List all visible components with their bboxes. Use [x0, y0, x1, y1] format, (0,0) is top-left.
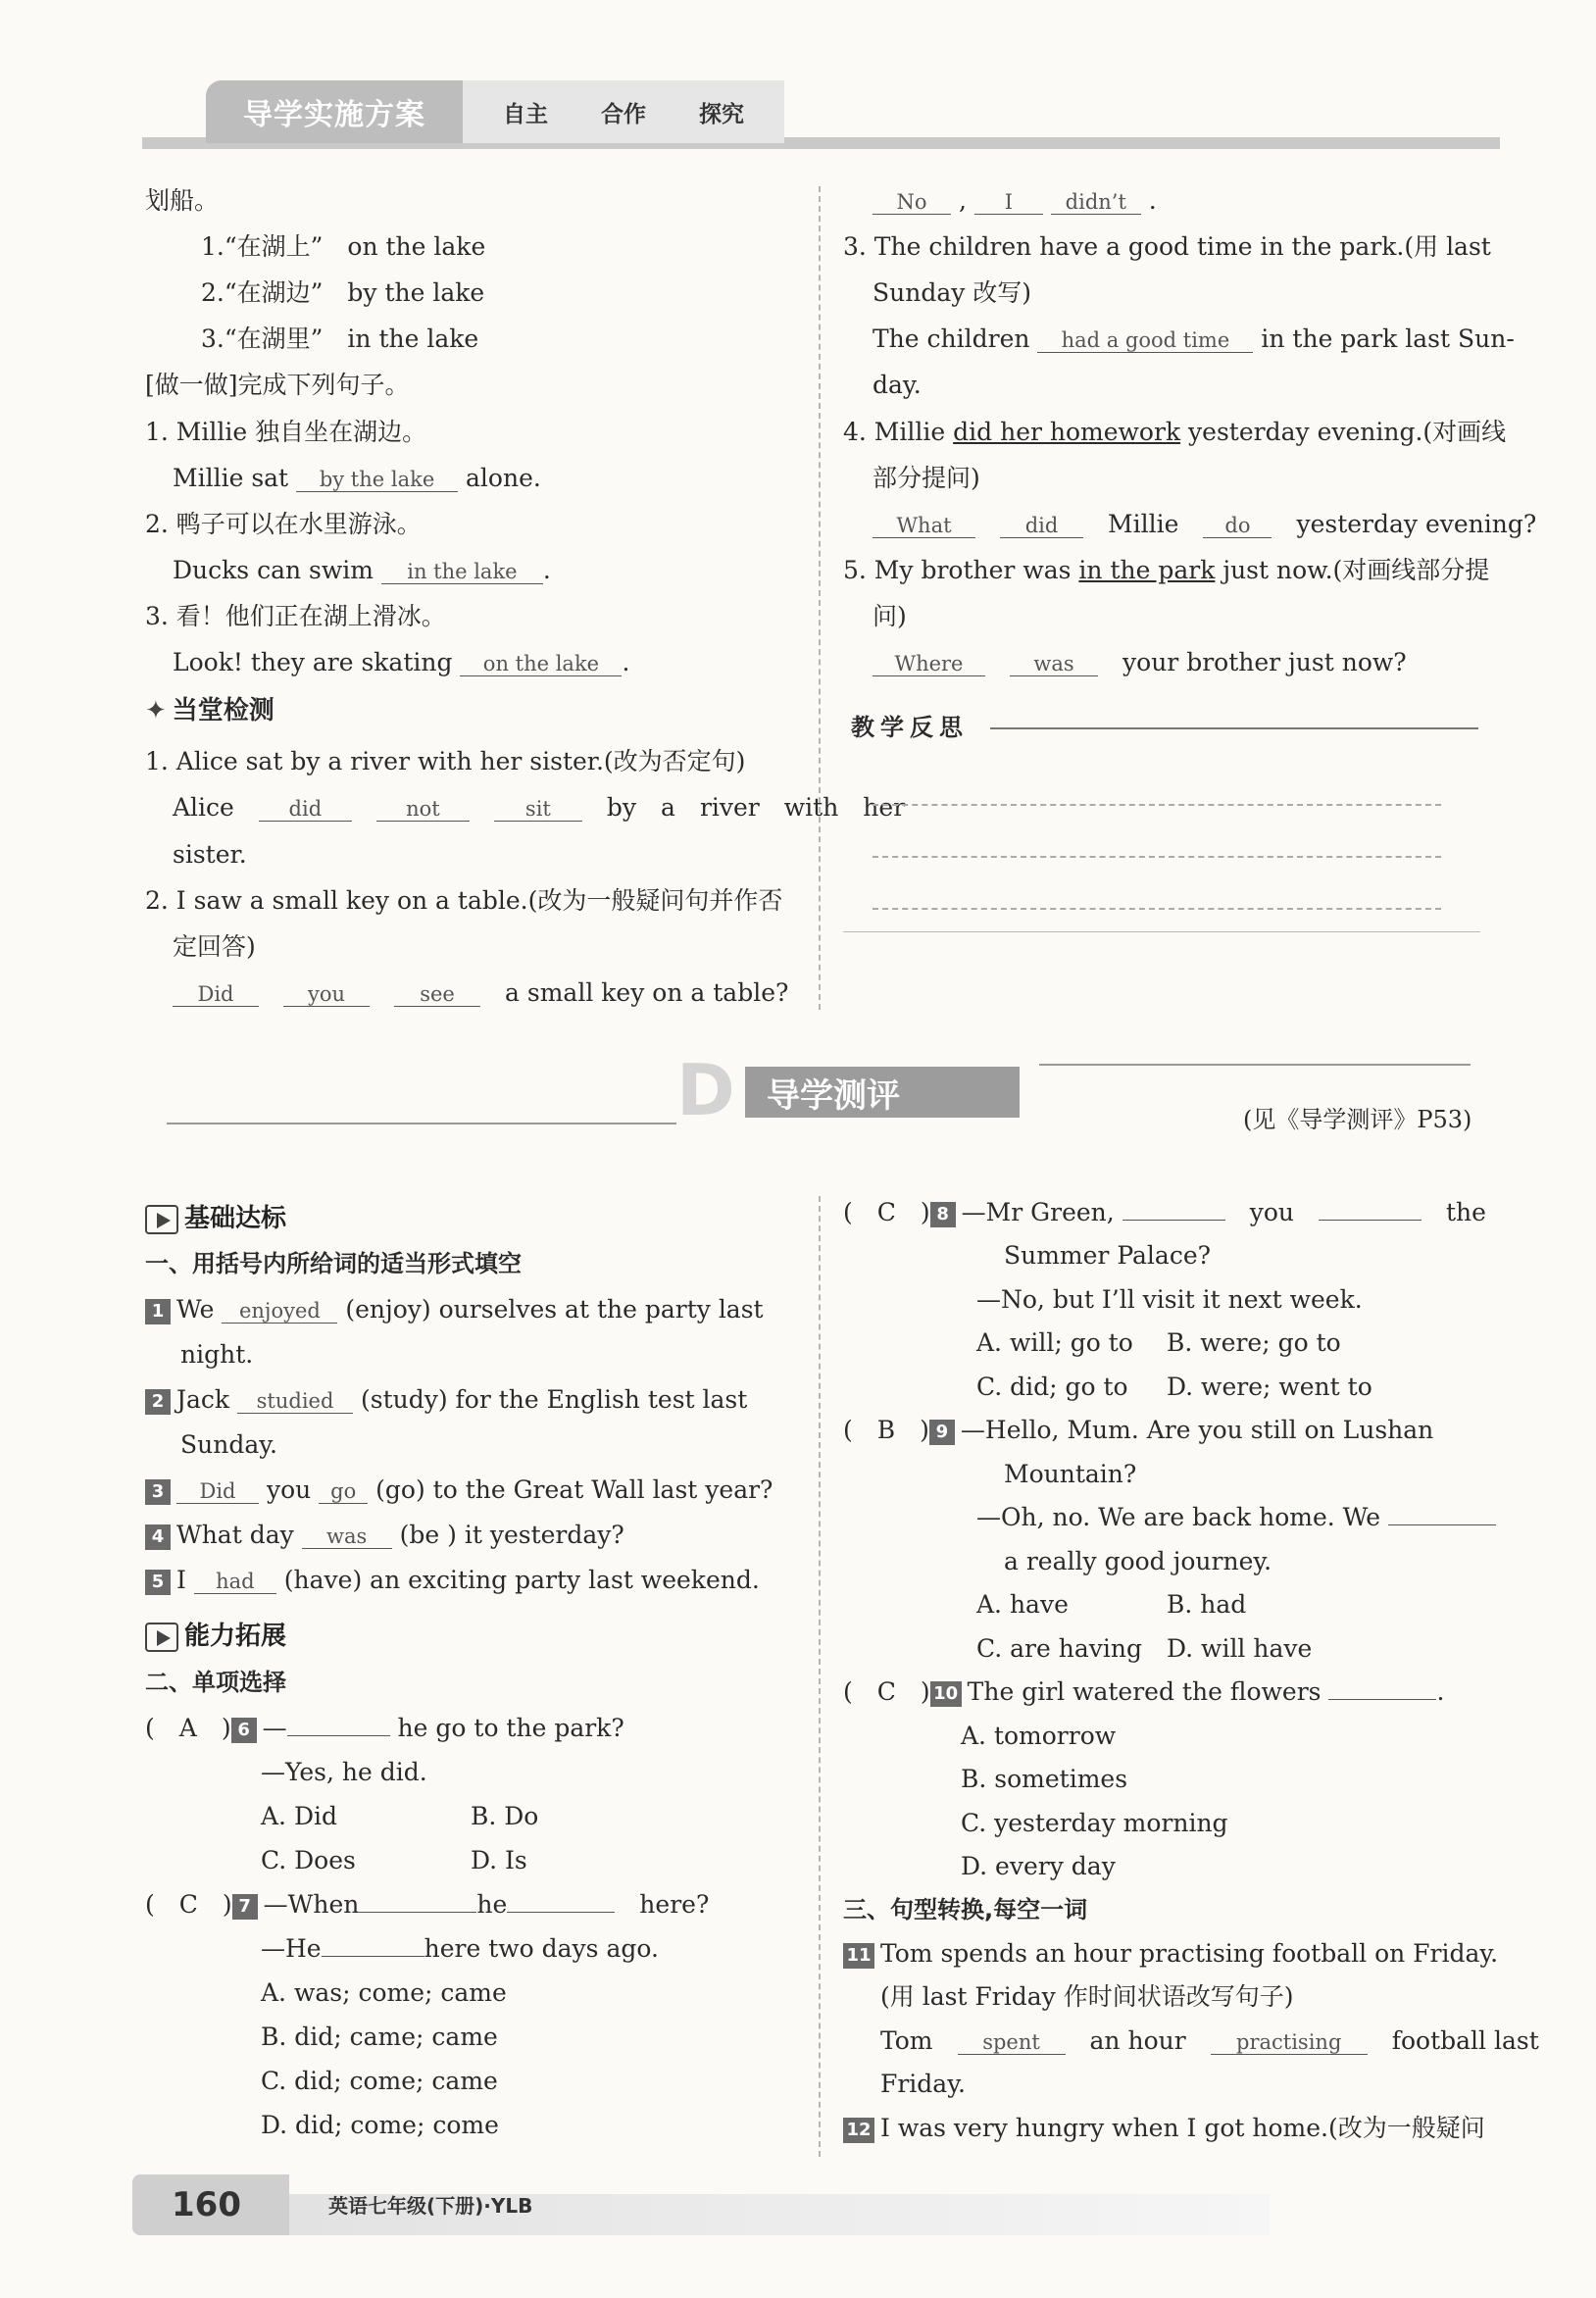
option: D. every day [961, 1852, 1116, 1880]
text: (study) for the English test last [360, 1385, 748, 1414]
blank [359, 1912, 476, 1913]
answer-blank: enjoyed [222, 1300, 337, 1324]
option: A. Did [261, 1802, 337, 1830]
answer-line [173, 556, 551, 585]
exercise-item [145, 1475, 773, 1505]
arrow-box-icon [145, 1623, 178, 1652]
option: C. are having [976, 1634, 1142, 1663]
mc-question: ( C ) 7 —When he here? [145, 1890, 710, 1919]
mc-question: ( C ) 10 The girl watered the flowers . [843, 1677, 1445, 1706]
text: Alice [173, 793, 234, 822]
mc-answer: C [876, 1677, 896, 1706]
mc-question: ( C ) 8 —Mr Green, you the [843, 1198, 1486, 1226]
reflection-rule [990, 727, 1478, 729]
text-line: 问) [873, 602, 907, 630]
section-banner [676, 1049, 1039, 1131]
exercise-item [145, 1521, 624, 1550]
answer-line [873, 648, 1407, 677]
item-number: 11 [843, 1943, 874, 1969]
answer-line [880, 2026, 1539, 2056]
text: —When [263, 1890, 360, 1919]
text: by a river with her [606, 793, 906, 822]
answer-blank: did [1000, 515, 1083, 538]
banner-rule-left [167, 1123, 676, 1124]
blank [1122, 1220, 1225, 1221]
text: Millie sat [173, 464, 289, 492]
answer-blank: sit [494, 798, 582, 822]
answer-line [173, 648, 629, 677]
option: C. did; go to [976, 1373, 1128, 1401]
text-line: Mountain? [1004, 1460, 1137, 1488]
book-title: 英语七年级(下册)·YLB [328, 2194, 533, 2218]
section-heading [145, 696, 274, 726]
exercise-item [145, 1566, 760, 1595]
answer-line [873, 325, 1515, 354]
text: . [1436, 1677, 1445, 1706]
text: a small key on a table? [505, 978, 789, 1007]
exercise-item [145, 1385, 747, 1415]
reflection-title: 教学反思 [851, 714, 969, 741]
answer-line [873, 510, 1536, 539]
option: B. did; came; came [261, 2023, 498, 2051]
text: he [476, 1890, 508, 1919]
text: the [1446, 1198, 1486, 1226]
question [843, 556, 1489, 585]
item-number: 12 [843, 2118, 874, 2143]
answer-blank: had [194, 1571, 276, 1594]
blank [1319, 1220, 1421, 1221]
answer-line: No , I didn’t . [873, 186, 1157, 216]
blank [1328, 1699, 1436, 1700]
header-tab-2: 合作 [601, 101, 646, 127]
reflection-box-bottom [843, 931, 1480, 932]
question: 2. I saw a small key on a table.(改为一般疑问句并作否 [145, 886, 783, 915]
text-line: 2.“在湖边” by the lake [201, 278, 485, 307]
text-line: —Yes, he did. [261, 1758, 427, 1786]
item-number: 9 [929, 1420, 955, 1445]
mc-answer: A [178, 1714, 197, 1742]
answer-line [173, 793, 906, 823]
reflection-line [873, 908, 1441, 910]
question: 1. Millie 独自坐在湖边。 [145, 418, 427, 446]
blank [322, 1956, 424, 1957]
answer-blank: go [319, 1480, 368, 1504]
text: —He [261, 1934, 322, 1963]
option: C. Does [261, 1846, 356, 1874]
question: 1. Alice sat by a river with her sister.(改为否定句) [145, 747, 746, 775]
text: We [176, 1295, 215, 1324]
option: D. were; went to [1167, 1373, 1372, 1401]
section-heading [145, 1198, 286, 1234]
option: A. have [976, 1590, 1069, 1619]
text-line: night. [180, 1340, 254, 1369]
mc-answer: C [876, 1198, 896, 1226]
option: D. did; come; come [261, 2111, 499, 2139]
answer-blank: Where [873, 653, 985, 676]
answer-blank: studied [237, 1390, 353, 1414]
banner-title: 导学测评 [745, 1067, 1020, 1118]
text-line [261, 1934, 659, 1964]
text: —Oh, no. We are back home. We [976, 1503, 1381, 1531]
header-tab-1: 自主 [503, 101, 548, 127]
text: yesterday evening? [1296, 510, 1537, 538]
exercise-item [843, 2114, 1485, 2143]
answer-blank: was [302, 1525, 392, 1549]
option: C. did; come; came [261, 2067, 498, 2095]
banner-rule-right [1039, 1064, 1471, 1066]
text-line: Friday. [880, 2070, 966, 2098]
option: B. sometimes [961, 1765, 1128, 1793]
text-line: a really good journey. [1004, 1547, 1272, 1575]
answer-line [173, 464, 541, 493]
answer-blank: Did [176, 1480, 259, 1504]
question: 2. 鸭子可以在水里游泳。 [145, 510, 422, 538]
column-divider-bottom [819, 1196, 821, 2157]
text: Ducks can swim [173, 556, 374, 584]
text: —Mr Green, [961, 1198, 1115, 1226]
blank [287, 1735, 390, 1736]
text: . [542, 556, 551, 584]
item-number: 1 [145, 1299, 171, 1324]
question [843, 418, 1506, 447]
part-heading: 一、用括号内所给词的适当形式填空 [145, 1250, 522, 1277]
section-title: 当堂检测 [172, 696, 274, 725]
item-number: 8 [930, 1202, 956, 1227]
text-line: 1.“在湖上” on the lake [201, 232, 486, 261]
text: —Hello, Mum. Are you still on Lushan [960, 1416, 1434, 1444]
text-line: sister. [173, 840, 247, 869]
option: D. will have [1167, 1634, 1313, 1663]
option: B. were; go to [1167, 1328, 1341, 1357]
text: (have) an exciting party last weekend. [283, 1566, 760, 1594]
text-line: (用 last Friday 作时间状语改写句子) [880, 1982, 1294, 2011]
header-title: 导学实施方案 [206, 80, 463, 143]
text: What day [176, 1521, 294, 1549]
item-number: 4 [145, 1524, 171, 1550]
option: B. had [1167, 1590, 1247, 1619]
reflection-line [873, 804, 1441, 806]
mc-question: ( B ) 9 —Hello, Mum. Are you still on Lushan [843, 1416, 1434, 1444]
answer-blank: Did [173, 983, 259, 1007]
item-number: 6 [231, 1718, 257, 1743]
text: just now.(对画线部分提 [1222, 556, 1490, 584]
section-heading [145, 1616, 286, 1652]
mc-question: ( A ) 6 — he go to the park? [145, 1714, 624, 1742]
text: here two days ago. [424, 1934, 659, 1963]
reflection-line [873, 856, 1441, 858]
text: (be ) it yesterday? [399, 1521, 624, 1549]
text-line: 划船。 [145, 186, 220, 215]
text-line [976, 1503, 1496, 1532]
item-number: 2 [145, 1389, 171, 1415]
item-number: 5 [145, 1570, 171, 1595]
text: an hour [1089, 2026, 1186, 2055]
text: Tom [880, 2026, 933, 2055]
answer-blank: you [283, 983, 370, 1007]
text: I [176, 1566, 186, 1594]
answer-blank: didn’t [1051, 191, 1141, 215]
text: in the park last Sun- [1261, 325, 1515, 353]
text: The children [873, 325, 1030, 353]
text-line: 定回答) [173, 932, 256, 961]
text: The girl watered the flowers [967, 1677, 1322, 1706]
text: he go to the park? [397, 1714, 624, 1742]
text-line: 部分提问) [873, 464, 980, 492]
answer-blank: was [1010, 653, 1098, 676]
text-line: —No, but I’ll visit it next week. [976, 1285, 1363, 1314]
text: yesterday evening.(对画线 [1188, 418, 1507, 446]
text-line: Sunday. [180, 1430, 277, 1459]
answer-line [173, 978, 788, 1008]
answer-blank: not [376, 798, 470, 822]
question: 3. The children have a good time in the park.(用 last [843, 232, 1491, 261]
footer [132, 2174, 1505, 2243]
exercise-item [843, 1939, 1498, 1969]
answer-blank: by the lake [296, 469, 458, 492]
item-number: 7 [232, 1894, 258, 1920]
item-number: 3 [145, 1479, 171, 1505]
banner-letter: D [676, 1049, 735, 1131]
option: B. Do [471, 1802, 539, 1830]
text: alone. [466, 464, 541, 492]
text: (go) to the Great Wall last year? [375, 1475, 773, 1504]
text-line: Sunday 改写) [873, 278, 1032, 307]
header-tabs [463, 80, 784, 143]
option: D. Is [471, 1846, 527, 1874]
text: here? [639, 1890, 710, 1919]
answer-blank: spent [958, 2031, 1066, 2055]
answer-blank: I [974, 191, 1043, 215]
item-number: 10 [930, 1681, 962, 1707]
sparkle-icon: ✦ [145, 696, 167, 725]
underlined-text: did her homework [953, 418, 1181, 446]
header-tab-3: 探究 [699, 101, 744, 127]
option: A. will; go to [976, 1328, 1133, 1357]
page-number: 160 [132, 2174, 289, 2235]
text: (enjoy) ourselves at the party last [345, 1295, 764, 1324]
text: Millie [1108, 510, 1179, 538]
text: you [266, 1475, 312, 1504]
text: I was very hungry when I got home.(改为一般疑问 [880, 2114, 1485, 2142]
text: football last [1391, 2026, 1539, 2055]
option: A. was; come; came [261, 1978, 507, 2007]
section-title: 能力拓展 [184, 1622, 287, 1651]
answer-blank: What [873, 515, 975, 538]
part-heading: 二、单项选择 [145, 1669, 286, 1696]
text-line: [做一做]完成下列句子。 [145, 371, 410, 399]
answer-blank: had a good time [1037, 329, 1253, 353]
text: Tom spends an hour practising football on Friday. [880, 1939, 1499, 1968]
answer-blank: do [1203, 515, 1272, 538]
text: Jack [176, 1385, 230, 1414]
mc-answer: C [178, 1890, 198, 1919]
blank [507, 1912, 615, 1913]
text-line: 3.“在湖里” in the lake [201, 325, 479, 353]
banner-reference: (见《导学测评》P53) [1243, 1106, 1472, 1133]
text: 4. Millie [843, 418, 946, 446]
section-title: 基础达标 [184, 1204, 287, 1233]
answer-blank: on the lake [460, 653, 622, 676]
column-divider-top [819, 186, 821, 1010]
underlined-text: in the park [1078, 556, 1216, 584]
mc-answer: B [876, 1416, 896, 1444]
answer-blank: see [394, 983, 480, 1007]
question: 3. 看！他们正在湖上滑冰。 [145, 602, 446, 630]
answer-blank: practising [1211, 2031, 1368, 2055]
answer-blank: did [259, 798, 352, 822]
answer-blank: in the lake [381, 561, 543, 584]
text: Look! they are skating [173, 648, 453, 676]
option: C. yesterday morning [961, 1809, 1228, 1837]
blank [1388, 1524, 1496, 1525]
text: 5. My brother was [843, 556, 1072, 584]
text: your brother just now? [1122, 648, 1407, 676]
text: you [1249, 1198, 1294, 1226]
option: A. tomorrow [961, 1722, 1117, 1750]
part-heading: 三、句型转换,每空一词 [843, 1896, 1088, 1923]
text-line: day. [873, 371, 922, 399]
text: . [622, 648, 630, 676]
answer-blank: No [873, 191, 951, 215]
exercise-item [145, 1295, 764, 1324]
arrow-box-icon [145, 1205, 178, 1234]
text-line: Summer Palace? [1004, 1241, 1212, 1270]
